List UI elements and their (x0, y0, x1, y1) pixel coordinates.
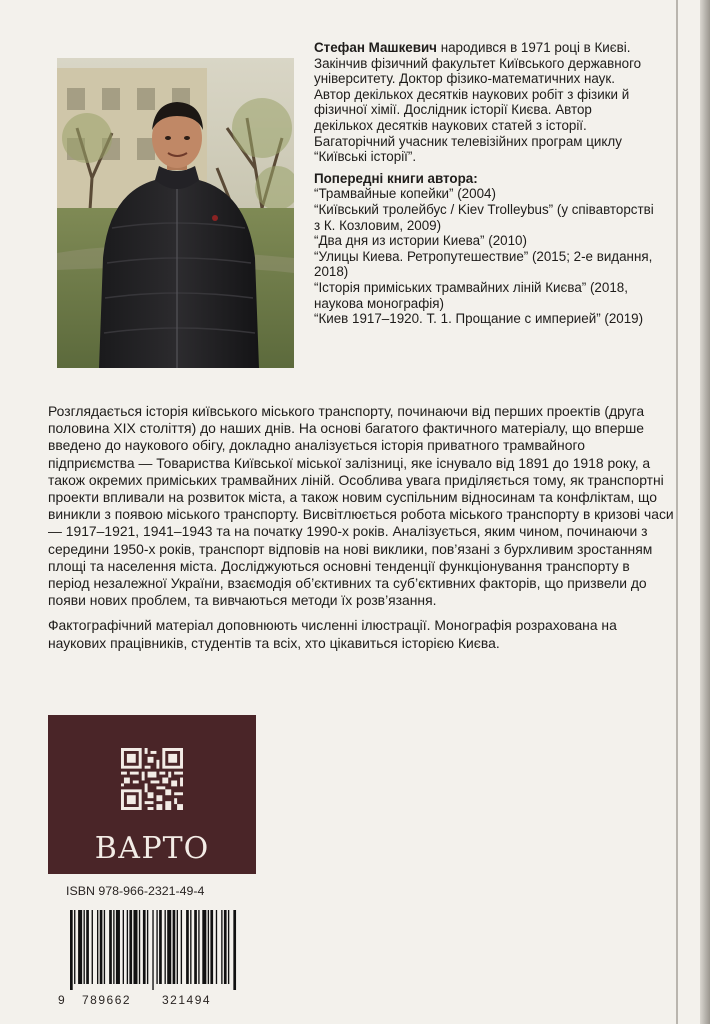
barcode-bar (177, 910, 178, 984)
barcode-bar (123, 910, 124, 984)
previous-books-title: Попередні книги автора: (314, 170, 478, 186)
author-photo (57, 58, 294, 368)
barcode-bar (190, 910, 191, 984)
barcode-bar (92, 910, 93, 984)
barcode-bar (109, 910, 112, 984)
barcode-bar (228, 910, 229, 984)
book-item: “Улицы Киева. Ретропутешествие” (2015; 2-е видання, 2018) (314, 248, 653, 280)
barcode-bar (133, 910, 137, 984)
barcode-bar (116, 910, 120, 984)
barcode-bar (70, 910, 73, 990)
publisher-logo: ВАРТО (94, 831, 210, 866)
barcode-bar (78, 910, 82, 984)
barcode-bar (198, 910, 199, 984)
book-item: “Два дня из истории Киева” (2010) (314, 233, 527, 249)
barcode-bar (186, 910, 189, 984)
barcode-bar (100, 910, 103, 984)
isbn-number: ISBN 978-966-2321-49-4 (66, 884, 205, 898)
barcode-bar (84, 910, 85, 984)
barcode-bar (152, 910, 153, 990)
isbn-area (48, 874, 256, 1024)
barcode-bar (156, 910, 157, 984)
barcode-bar (173, 910, 176, 984)
book-item: “Київський тролейбус / Kiev Trolleybus” (у співавторстві з К. Козловим, 2009) (314, 201, 654, 233)
barcode-bar (233, 910, 236, 990)
barcode-bar (216, 910, 217, 984)
author-intro (314, 40, 654, 165)
barcode-bar (208, 910, 209, 984)
previous-books-list (314, 186, 654, 326)
barcode-bar (165, 910, 166, 984)
book-item: “Киев 1917–1920. Т. 1. Прощание с империей” (2019) (314, 311, 644, 327)
book-item: “Історія приміських трамвайних ліній Києва” (2018, наукова монографія) (314, 279, 628, 311)
barcode-bar (159, 910, 162, 984)
description-paragraph: Розглядається історія київського міського транспорту, починаючи від перших проектів (друга половина XIX століття) до наших днів. На основі багатого фактичного матеріалу, що вперше введено до наукового обігу, докладно аналізується історія приватного трамвайного підприємства — Товариства Київської міської залізниці, яке існувало від 1891 до 1918 року, а також окремих приміських трамвайних ліній. Особлива увага приділяється тому, як транспортні проекти впливали на розвиток міста, а також новим суспільним відносинам та конфліктам, що виникли з появою міського транспорту. Висвітлюється робота міського транспорту в кризові часи — 1917–1921, 1941–1943 та на початку 1990-х років. Аналізується, яким чином, починаючи з середини 1950-х років, транспорт відповів на нові виклики, пов’язані з бурхливим зростанням площі та населення міста. Досліджуються основні тенденції функціонування транспорту в період незалежної України, взаємодія об’єктивних та суб’єктивних факторів, що призвели до появи нових проблем, та вивчаються методи їх розв’язання. (48, 403, 674, 609)
barcode-bar (224, 910, 227, 984)
barcode-bar (113, 910, 114, 984)
barcode-bar (74, 910, 75, 984)
barcode (70, 910, 238, 990)
barcode-bar (127, 910, 128, 984)
barcode-bar (104, 910, 105, 984)
barcode-bar (97, 910, 98, 984)
barcode-left-digits: 789662 (82, 993, 132, 1007)
book-description (48, 403, 674, 660)
publisher-block (48, 715, 256, 1024)
barcode-bar (210, 910, 213, 984)
barcode-bar (139, 910, 140, 984)
barcode-bar (181, 910, 182, 984)
barcode-bar (221, 910, 222, 984)
barcode-right-digits: 321494 (162, 993, 212, 1007)
description-paragraph: Фактографічний матеріал доповнюють численні ілюстрації. Монографія розрахована на наукових працівників, студентів та всіх, хто цікавиться історією Києва. (48, 617, 617, 651)
author-name: Стефан Машкевич (314, 40, 437, 55)
barcode-bar (194, 910, 197, 984)
barcode-bar (202, 910, 206, 984)
author-bio-text: народився в 1971 році в Києві. Закінчив фізичний факультет Київського державного університету. Доктор фізико-математичних наук. Автор декількох десятків наукових робіт з фізики й фізичної хімії. Дослідник історії Києва. Автор декількох десятків наукових статей з історії. Багаторічний учасник телевізійних програм циклу “Київські історії”. (314, 40, 642, 165)
barcode-bar (147, 910, 148, 984)
barcode-bar (143, 910, 146, 984)
barcode-bar (167, 910, 171, 984)
cover-fold-line (676, 0, 678, 1024)
barcode-first-digit: 9 (58, 993, 65, 1007)
barcode-bar (129, 910, 132, 984)
qr-code-icon (121, 748, 183, 810)
book-item: “Трамвайные копейки” (2004) (314, 186, 496, 202)
cover-edge (700, 0, 710, 1024)
barcode-bar (86, 910, 89, 984)
author-bio (314, 40, 654, 327)
